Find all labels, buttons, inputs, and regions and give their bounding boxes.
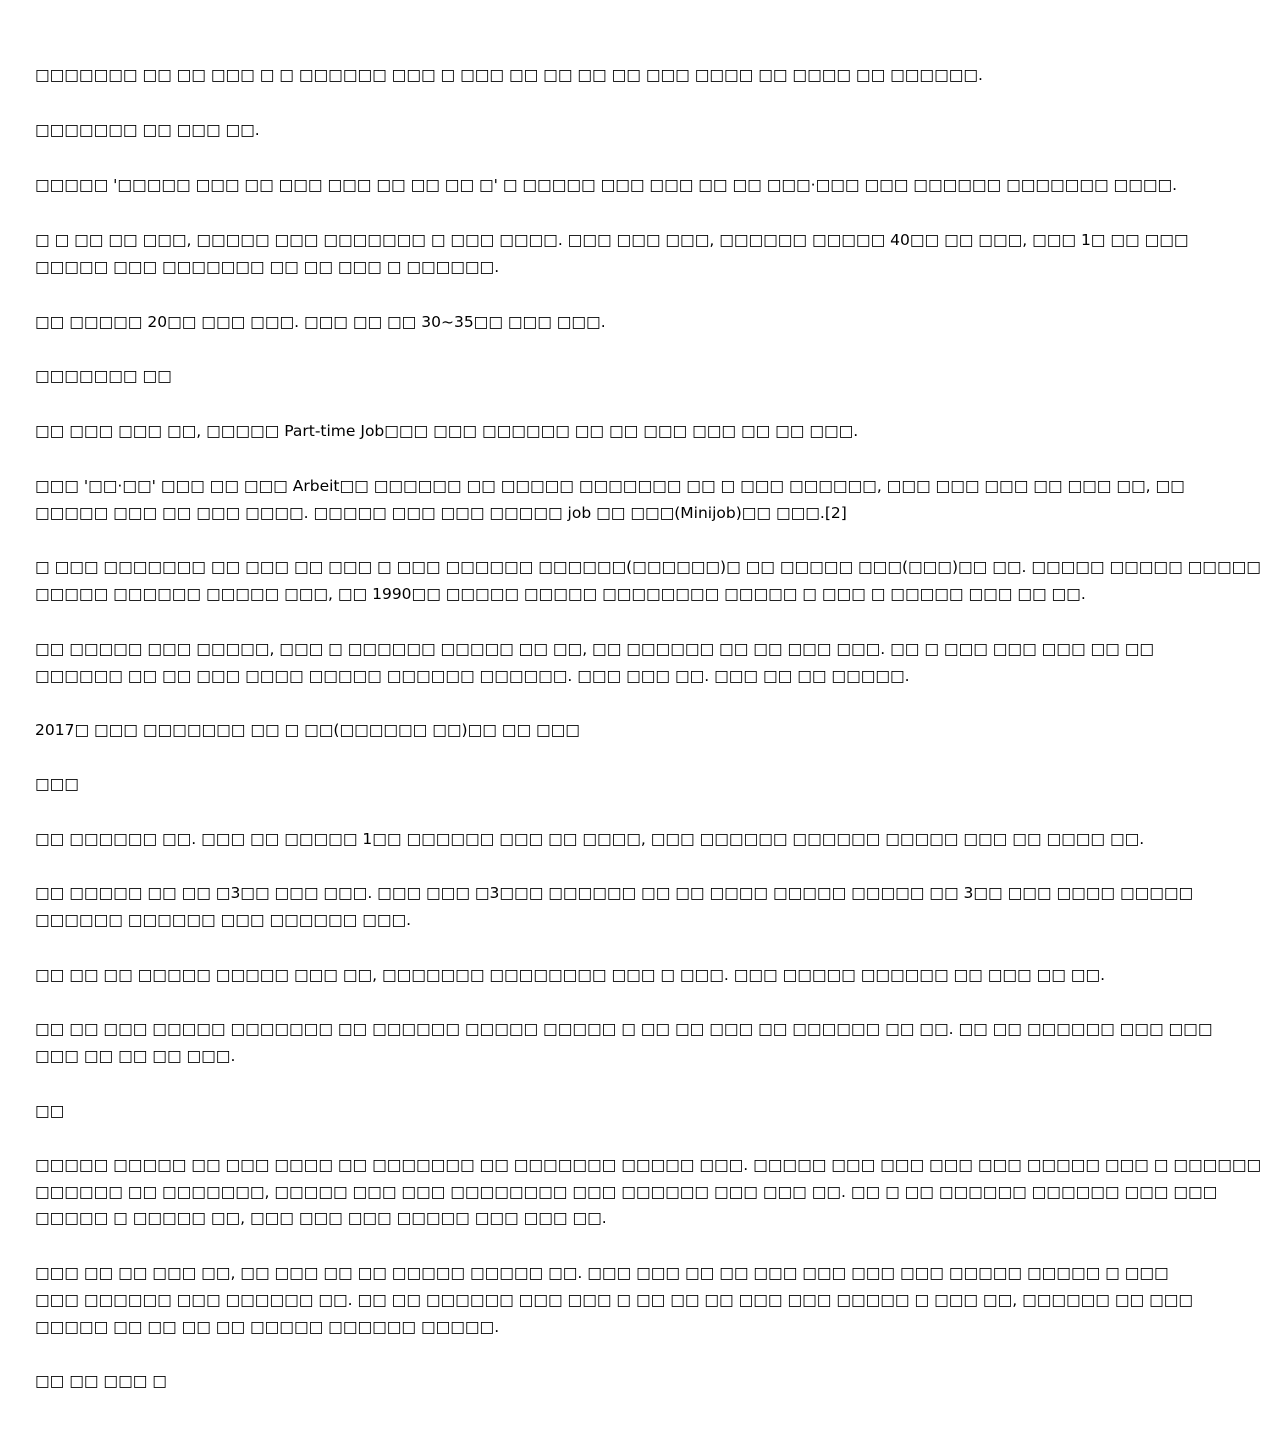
paragraph-14-line-2: □□□□□□ □□□□□□ □□□ □□□□□□ □□□. <box>35 911 412 929</box>
paragraph-1-line-1: □□□□□□□ □□ □□ □□□ □ □ □□□□□□ □□□ □ □□□ □□ □□ □□ □□ □□□ □□□□ □□ □□□□ □□ □□□□□□. <box>35 66 983 84</box>
paragraph-18-line-2: □□□□□□ □□ □□□□□□□, □□□□□ □□□ □□□ □□□□□□□□ □□□ □□□□□□ □□□ □□□ □□. □□ □ □□ □□□□□□ □□□□□□ □□□ □□□ <box>35 1183 1218 1201</box>
paragraph-18-line-1: □□□□□ □□□□□ □□ □□□ □□□□ □□ □□□□□□□ □□ □□□□□□□ □□□□□ □□□. □□□□□ □□□ □□□ □□□ □□□ □□□□□ □□□ □ □□□□□□ <box>35 1156 1261 1174</box>
paragraph-8-line-2: □□□□□ □□□ □□ □□□ □□□□. □□□□□ □□□ □□□ □□□□□ job □□ □□□(Minijob)□□ □□□.[2] <box>35 504 847 522</box>
paragraph-7-line-1: □□ □□□ □□□ □□, □□□□□ Part-time Job□□□ □□□ □□□□□□ □□ □□ □□□ □□□ □□ □□ □□□. <box>35 422 859 440</box>
paragraph-12-line-1: □□□ <box>35 775 79 793</box>
paragraph-8-line-1: □□□ '□□·□□' □□□ □□ □□□ Arbeit□□ □□□□□□ □□ □□□□□ □□□□□□□ □□ □ □□□ □□□□□□, □□□ □□□ □□□ □□ □□□ □□, □□ <box>35 477 1185 495</box>
paragraph-19-line-2: □□□ □□□□□□ □□□ □□□□□□ □□. □□ □□ □□□□□□ □□□ □□□ □ □□ □□ □□ □□□ □□□ □□□□□ □ □□□ □□, □□□□□□ □□ □□□ <box>35 1291 1194 1309</box>
paragraph-16-line-1: □□ □□ □□□ □□□□□ □□□□□□□ □□ □□□□□□ □□□□□ □□□□□ □ □□ □□ □□□ □□ □□□□□□ □□ □□. □□ □□ □□□□□□ □□□ □□□ <box>35 1020 1213 1038</box>
paragraph-15-line-1: □□ □□ □□ □□□□□ □□□□□ □□□ □□, □□□□□□□ □□□□□□□□ □□□ □ □□□. □□□ □□□□□ □□□□□□ □□ □□□ □□ □□. <box>35 966 1106 984</box>
paragraph-19-line-1: □□□ □□ □□ □□□ □□, □□ □□□ □□ □□ □□□□□ □□□□□ □□. □□□ □□□ □□ □□ □□□ □□□ □□□ □□□ □□□□□ □□□□□ □ □□□ <box>35 1264 1169 1282</box>
paragraph-5-line-1: □□ □□□□□ 20□□ □□□ □□□. □□□ □□ □□ 30~35□□ □□□ □□□. <box>35 313 606 331</box>
paragraph-9-line-2: □□□□□ □□□□□□ □□□□□ □□□, □□ 1990□□ □□□□□ □□□□□ □□□□□□□□ □□□□□ □ □□□ □ □□□□□ □□□ □□ □□. <box>35 585 1086 603</box>
paragraph-13-line-1: □□ □□□□□□ □□. □□□ □□ □□□□□ 1□□ □□□□□□ □□□ □□ □□□□, □□□ □□□□□□ □□□□□□ □□□□□ □□□ □□ □□□□ □□. <box>35 830 1145 848</box>
paragraph-4-line-2: □□□□□ □□□ □□□□□□□ □□ □□ □□□ □ □□□□□□. <box>35 258 500 276</box>
paragraph-6-line-1: □□□□□□□ □□ <box>35 367 172 385</box>
paragraph-18-line-3: □□□□□ □ □□□□□ □□, □□□ □□□ □□□ □□□□□ □□□ □□□ □□. <box>35 1209 607 1227</box>
paragraph-17-line-1: □□ <box>35 1102 65 1120</box>
paragraph-3-line-1: □□□□□ '□□□□□ □□□ □□ □□□ □□□ □□ □□ □□ □' □ □□□□□ □□□ □□□ □□ □□ □□□·□□□ □□□ □□□□□□ □□□□□□□ □□□□. <box>35 176 1178 194</box>
paragraph-10-line-2: □□□□□□ □□ □□ □□□ □□□□ □□□□□ □□□□□□ □□□□□□. □□□ □□□ □□. □□□ □□ □□ □□□□□. <box>35 667 910 685</box>
paragraph-10-line-1: □□ □□□□□ □□□ □□□□□, □□□ □ □□□□□□ □□□□□ □□ □□, □□ □□□□□□ □□ □□ □□□ □□□. □□ □ □□□ □□□ □□□ □□ □□ <box>35 640 1155 658</box>
paragraph-19-line-3: □□□□□ □□ □□ □□ □□ □□□□□ □□□□□□ □□□□□. <box>35 1318 500 1336</box>
paragraph-11-line-1: 2017□ □□□ □□□□□□□ □□ □ □□(□□□□□□ □□)□□ □□ □□□ <box>35 721 580 739</box>
paragraph-2-line-1: □□□□□□□ □□ □□□ □□. <box>35 121 260 139</box>
paragraph-20-line-1: □□ □□ □□□ □ <box>35 1372 167 1390</box>
paragraph-14-line-1: □□ □□□□□ □□ □□ □3□□ □□□ □□□. □□□ □□□ □3□□□ □□□□□□ □□ □□ □□□□ □□□□□ □□□□□ □□ 3□□ □□□ □□□□ □□□□□ <box>35 884 1194 902</box>
paragraph-4-line-1: □ □ □□ □□ □□□, □□□□□ □□□ □□□□□□□ □ □□□ □□□□. □□□ □□□ □□□, □□□□□□ □□□□□ 40□□ □□ □□□, □□□ 1□ □□ □□□ <box>35 231 1189 249</box>
paragraph-16-line-2: □□□ □□ □□ □□ □□□. <box>35 1047 236 1065</box>
paragraph-9-line-1: □ □□□ □□□□□□□ □□ □□□ □□ □□□ □ □□□ □□□□□□ □□□□□□(□□□□□□)□ □□ □□□□□ □□□(□□□)□□ □□. □□□□□ □□□□□ □□□□□ <box>35 558 1261 576</box>
